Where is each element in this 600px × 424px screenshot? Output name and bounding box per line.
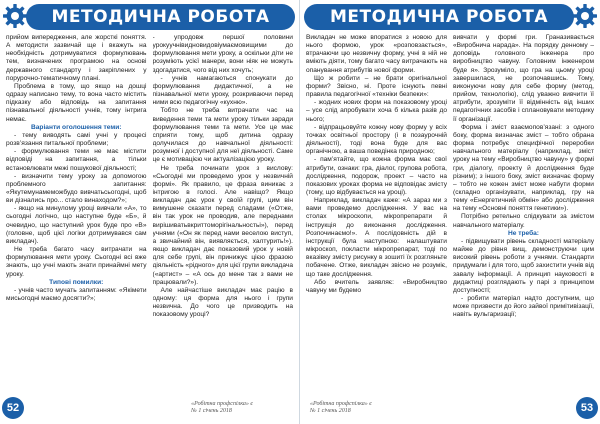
paragraph: - учнів намагаються спонукати до формулювання дидактичної, а не пізнавальної мети уроку, розкриваючи перед ними всю педагогічну «кухню». (152, 74, 293, 107)
paragraph: Тобто не треба витрачати час на виведення теми та мети уроку тільки заради формулювання теми та мети. Усе це має сприяти тому, щоб дитина одразу долучилася до навчальної діяльності: розумної і доступної для неї діяльності. Саме це є мотивацією чи актуалізацією уроку. (152, 107, 293, 164)
paragraph: - пам’ятайте, що кожна форма має свої атрибути, ознаки: гра, діалог, групова робота, дослідження, подорож, проект – часто на показових уроках форма не відповідає змісту (тому, що відбувається на уроці). (306, 156, 447, 196)
paragraph: Викладач не може впоратися з новою для нього формою, урок «розповзається», втрачаючи цю незвичну форму, учні в ній не вміють діяти, тому багато часу витрачають на опанування атрибутів нової форми. (306, 34, 447, 74)
paragraph: Форма і зміст взаємопов’язані: з одного боку, форма визначає зміст – тобто обрана форма потребує специфічної переробки навчального матеріалу (наприклад, зміст уроку на тему «Виробництво чавуну» у формі гри, діалогу, проекту й дослідження буде різним); з іншого боку, зміст визначає форму – тобто не кожен зміст може набути форми (складно організувати, наприклад, гру на тему «Енергетичний обмін» або дослідження на тему «Основні поняття генетики»). (453, 123, 594, 213)
paragraph: - підвищувати рівень складності матеріалу майже до рівня вищ, демонструючи цим високий рівень роботи з учнями. Стандарти придумали і для того, щоб захистити учнів від завалу інформації. А принцип науковості в дидактиці розглядають у парі з принципом доступності; (453, 237, 594, 294)
subheading: Типові помилки: (49, 278, 104, 286)
page-number: 52 (2, 397, 24, 419)
paragraph: - упродовж першої половини урокуучнівидновидовіумаємовищими до формулювання мети уроку, а оскільки діти не розуміють усієї манери, вони ніяк не можуть здогадатися, чого від них хочуть; (152, 34, 293, 74)
paragraph: Не треба починати урок з вислову: «Сьогодні ми проведемо урок у незвичній формі». Як правило, це фраза виникає з інтригою в голосі. Але навіщо? Якщо викладач дає урок у своїй групі, цим він вимушене сказати перед сладами («Отже, він так урок не проводив, але переднами вирішиватьвкриттоморігінальностьі»), перед учнями («Он як перед нами веселою виступ, а звичайний він, виявляється, халтурить!»). якщо викладач дає показовий урок у новій для себе групі, він принижує цією фразою діяльність «рідного» для цієї групи викладача («артист» – «А ось до мене так з вами не працювали?»). (152, 164, 293, 286)
paragraph: - тему виводять самі учні у процесі розв’язання питальної проблеми; (6, 131, 147, 148)
credit-title: «Робітна профспілка» є (310, 401, 372, 407)
paragraph: Або вчитель заявляє: «Виробництво чавуну ми будемо (306, 278, 447, 294)
magazine-credit (191, 401, 253, 415)
paragraph: - робити матеріал надто доступним, що може призвести до його зайвої примітивізації, навіть вульгаризації; (453, 295, 594, 319)
text-columns (6, 34, 293, 394)
page-footer (306, 398, 598, 418)
paragraph: - відпрацьовуйте кожну нову форму у всіх точках освітньої простору (і в позаурочній діяльності), тоді вона буде для вас органічною, а ваша поведінка природною; (306, 123, 447, 156)
credit-issue: № 1 січень 2018 (191, 408, 232, 414)
magazine-credit (310, 401, 372, 415)
paragraph: Що ж робити – не брати оригінальної форми? Звісно, ні. Проте існують певні правила педагогічної «техніки безпеки»: (306, 74, 447, 99)
paragraph: Наприклад, викладач каже: «А зараз ми з вами проведемо дослідження. У вас на столах мікроскопи, мікропрепарати й інструкція до виконання дослідження. Розпочинаємо!». А послідовність дій в інструкції була наступною: налаштувати мікроскоп, покласти мікропрепарат, тоді по вказівку змісту рисунку в зошиті їх розгляньте побачене. Отже, викладач звісно не розуміє, що таке дослідження. (306, 197, 447, 278)
gear-icon (2, 3, 28, 29)
paragraph: Не треба багато часу витрачати на формулювання мети уроку. Сьогодні всі вже знають, що учні мають знати принаймні мету уроку. (6, 246, 147, 278)
paragraph: Проблема в тому, що якщо на дошці одразу написано тему, то вона часто містить підказку або відповідь на запитання пізнавальної діяльності учнів, тому інтрига немає. (6, 82, 147, 123)
text-column-2 (453, 34, 594, 394)
page-footer (2, 398, 293, 418)
text-column-1 (6, 34, 147, 394)
text-column-1 (306, 34, 447, 394)
paragraph: - формулювання теми не має містити відповіді на запитання, а тільки встановлювати межі пошукової діяльності; (6, 148, 147, 172)
paragraph: Але найчастіше викладач має рацію в одному: ця форма для нього і групи незвична. До чого це призводить на показовому уроці? (152, 286, 293, 319)
credit-issue: № 1 січень 2018 (310, 408, 351, 414)
subheading: Не треба: (507, 229, 540, 237)
paragraph: вивчати у формі гри. Граназивається «Виробнича нарада». На порядку денному – доповідь головного інженера про виробництво чавуну. Головним інженером буде я». Зрозуміло, що гра на цьому уроці завершилася, не розпочавшись. Тому, виконуючи нову для себе форму (метод, прийом, технологію), слід уважно вивчити її атрибути, зрозуміти її відмінність від інших педагогічних засобів і сплановувати методику її організації. (453, 34, 594, 123)
paragraph: - якщо на минулому уроці вивчали «А», то сьогодні логічно, що наступне буде «Б», й очевидно, що наступний урок буде про «В» (головне, щоб цієї логіки дотримувався сам викладач). (6, 205, 147, 245)
paragraph: прийом випередження, але жорсткі поняття. А методисти зазвичай ще і вкажуть на необхідність дотримуватися формулювань тем, визначених програмою на основі державного стандарту і закріплених у порурочно-тематичному плані. (6, 34, 147, 82)
gear-icon (572, 3, 598, 29)
paragraph: - визначити тему уроку за допомогою проблемного запитання: «Якутемунамеможбудо вивчатьсьогодні, щоб ви дізнались про... стало винаходом?»; (6, 172, 147, 205)
page-title: МЕТОДИЧНА РОБОТА (26, 4, 295, 30)
paragraph: - учнів часто мучать запитанням: «Якімети мисьогодні маємо досягти?»; (6, 286, 147, 302)
subheading: Варіанти оголошення теми: (31, 123, 122, 131)
right-page (300, 0, 600, 424)
text-column-2 (153, 34, 294, 394)
paragraph: - жодних нових форм на показовому уроці – усе слід апробувати хоча б кілька разів до нього; (306, 99, 447, 123)
page-title: МЕТОДИЧНА РОБОТА (304, 4, 574, 30)
page-number: 53 (576, 397, 598, 419)
paragraph: Потрібно ретельно слідкувати за змістом навчального матеріалу. (453, 213, 594, 229)
credit-title: «Робітна профспілка» є (191, 401, 253, 407)
text-columns (306, 34, 594, 394)
